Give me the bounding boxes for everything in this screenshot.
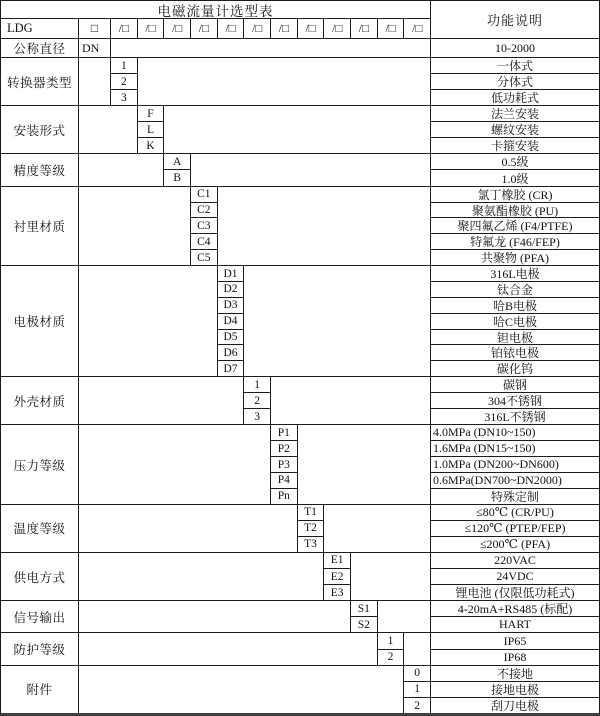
category-label: 安装形式 — [1, 106, 79, 153]
dn-label: 公称直径 — [1, 39, 79, 57]
code-cell: A — [164, 154, 190, 170]
code-column — [244, 377, 271, 424]
model-code-row — [1, 19, 430, 38]
model-code-box: /□ — [351, 19, 378, 38]
desc-column — [431, 106, 599, 153]
code-cell: 3 — [120, 91, 127, 104]
desc-cell: 钛合金 — [431, 282, 599, 298]
desc-cell: 特氟龙 (F46/FEP) — [431, 234, 599, 250]
model-code-box: /□ — [191, 19, 218, 38]
model-prefix-cell: LDG — [1, 19, 79, 38]
code-cell: D5 — [218, 330, 244, 346]
desc-cell: 锂电池 (仅限低功耗式) — [455, 586, 575, 601]
code-cell: 3 — [254, 410, 261, 423]
code-cell: D4 — [218, 314, 244, 330]
code-cell: C5 — [197, 251, 211, 264]
code-cell: 1 — [111, 58, 137, 74]
right-spacer — [271, 377, 431, 424]
code-cell: K — [146, 139, 155, 152]
category-label: 外壳材质 — [1, 377, 79, 424]
code-cell: T1 — [298, 505, 324, 521]
desc-cell: 低功耗式 — [490, 91, 539, 106]
dn-code-cell: DN — [79, 39, 111, 57]
desc-cell: 钽电极 — [431, 330, 599, 346]
right-spacer — [298, 425, 431, 504]
code-cell: D3 — [218, 298, 244, 314]
category-label: 压力等级 — [1, 425, 79, 504]
model-code-box: /□ — [298, 19, 325, 38]
dn-spacer — [111, 39, 431, 57]
desc-cell: 碳化钨 — [496, 362, 533, 377]
code-cell: B — [173, 172, 181, 185]
desc-cell: 1.6MPa (DN15~150) — [431, 441, 599, 457]
code-cell: T2 — [298, 521, 324, 537]
code-cell: 1 — [244, 377, 270, 393]
desc-cell: 铂铱电极 — [431, 345, 599, 361]
desc-cell: ≤80℃ (CR/PU) — [431, 505, 599, 521]
code-cell: D1 — [218, 266, 244, 282]
function-desc-header: 功能说明 — [486, 13, 543, 28]
code-cell: L — [138, 122, 164, 138]
code-cell: D7 — [223, 362, 238, 375]
desc-cell: 4-20mA+RS485 (标配) — [431, 601, 599, 617]
left-spacer — [79, 666, 404, 713]
desc-column — [431, 58, 599, 105]
desc-column — [431, 266, 599, 376]
dn-row — [1, 39, 599, 58]
code-cell: Pn — [277, 490, 290, 503]
desc-cell: 不接地 — [431, 666, 599, 682]
code-cell: 0 — [404, 666, 430, 682]
category-block-11 — [1, 633, 599, 665]
desc-cell: 特殊定制 — [490, 489, 539, 504]
code-cell: C3 — [191, 218, 217, 234]
code-column — [138, 106, 165, 153]
desc-cell: 316L电极 — [431, 266, 599, 282]
code-cell: P1 — [271, 425, 297, 441]
category-block-12 — [1, 666, 599, 713]
desc-cell: 刮刀电极 — [490, 699, 539, 714]
right-spacer — [191, 154, 431, 185]
model-code-box: /□ — [164, 19, 191, 38]
desc-column — [431, 601, 599, 632]
desc-cell: 304不锈钢 — [431, 393, 599, 409]
desc-column — [431, 377, 599, 424]
code-cell: F — [138, 106, 164, 122]
right-spacer — [351, 553, 431, 600]
code-column — [111, 58, 138, 105]
left-spacer — [79, 633, 378, 664]
category-label: 温度等级 — [1, 505, 79, 552]
desc-cell: 4.0MPa (DN10~150) — [431, 425, 599, 441]
right-spacer — [378, 601, 431, 632]
left-spacer — [79, 377, 244, 424]
desc-cell: 法兰安装 — [431, 106, 599, 122]
desc-cell: 共聚物 (PFA) — [480, 251, 550, 266]
code-cell: P4 — [271, 473, 297, 489]
code-cell: D6 — [218, 345, 244, 361]
category-block-7 — [1, 425, 599, 505]
code-cell: C4 — [191, 234, 217, 250]
desc-column — [431, 154, 599, 185]
left-spacer — [79, 601, 351, 632]
desc-cell: 0.5级 — [431, 154, 599, 170]
code-cell: E3 — [330, 586, 344, 599]
code-cell: 2 — [414, 699, 421, 712]
code-cell: 1 — [378, 633, 404, 649]
desc-cell: 接地电极 — [431, 682, 599, 698]
right-spacer — [218, 187, 431, 266]
code-column — [164, 154, 191, 185]
code-column — [191, 187, 218, 266]
model-code-box: /□ — [218, 19, 245, 38]
code-cell: C2 — [191, 203, 217, 219]
category-block-2 — [1, 106, 599, 154]
model-code-box: /□ — [324, 19, 351, 38]
code-column — [404, 666, 431, 713]
desc-cell: HART — [499, 617, 531, 632]
model-code-box: /□ — [271, 19, 298, 38]
code-cell: P2 — [271, 441, 297, 457]
code-cell: T3 — [304, 538, 317, 551]
desc-cell: 1.0MPa (DN200~DN600) — [431, 457, 599, 473]
desc-cell: 24VDC — [431, 569, 599, 585]
desc-column — [431, 633, 599, 664]
desc-cell: 哈C电极 — [431, 314, 599, 330]
category-label: 供电方式 — [1, 553, 79, 600]
category-label: 衬里材质 — [1, 187, 79, 266]
left-spacer — [79, 154, 164, 185]
model-first-box: □ — [79, 19, 111, 38]
category-label: 防护等级 — [1, 633, 79, 664]
left-spacer — [79, 187, 191, 266]
desc-cell: 一体式 — [431, 58, 599, 74]
desc-cell: IP68 — [503, 649, 527, 664]
desc-column — [431, 425, 599, 504]
category-block-6 — [1, 377, 599, 425]
code-cell: C1 — [191, 187, 217, 203]
desc-cell: 聚氨酯橡胶 (PU) — [431, 203, 599, 219]
table-title: 电磁流量计选型表 — [1, 1, 430, 19]
desc-cell: 碳钢 — [431, 377, 599, 393]
code-column — [218, 266, 245, 376]
model-code-box: /□ — [412, 22, 423, 35]
category-label: 转换器类型 — [1, 58, 79, 105]
right-spacer — [164, 106, 431, 153]
desc-column — [431, 666, 599, 713]
model-code-box: /□ — [244, 19, 271, 38]
category-block-9 — [1, 553, 599, 601]
desc-cell: 螺纹安装 — [431, 122, 599, 138]
category-block-10 — [1, 601, 599, 633]
code-cell: 1 — [404, 682, 430, 698]
code-column — [271, 425, 298, 504]
left-spacer — [79, 553, 324, 600]
right-spacer — [244, 266, 431, 376]
category-block-4 — [1, 187, 599, 267]
category-block-8 — [1, 505, 599, 553]
code-cell: S2 — [357, 618, 370, 631]
category-label: 电极材质 — [1, 266, 79, 376]
desc-cell: ≤200℃ (PFA) — [479, 536, 551, 551]
right-spacer — [138, 58, 431, 105]
category-label: 附件 — [1, 666, 79, 713]
desc-cell: 聚四氟乙烯 (F4/PTFE) — [431, 218, 599, 234]
code-cell: E1 — [324, 553, 350, 569]
code-cell: 2 — [387, 651, 394, 664]
model-code-box: /□ — [111, 19, 138, 38]
code-column — [378, 633, 405, 664]
code-cell: P3 — [271, 457, 297, 473]
desc-cell: 316L不锈钢 — [484, 410, 546, 425]
left-spacer — [79, 266, 218, 376]
table-header — [1, 1, 599, 39]
desc-cell: IP65 — [431, 633, 599, 649]
model-code-box: /□ — [378, 19, 405, 38]
desc-cell: 1.0级 — [501, 171, 529, 186]
desc-cell: 分体式 — [431, 74, 599, 90]
desc-cell: 卡箍安装 — [490, 139, 539, 154]
left-spacer — [79, 425, 271, 504]
code-cell: S1 — [351, 601, 377, 617]
left-spacer — [79, 106, 138, 153]
code-cell: 2 — [244, 393, 270, 409]
right-spacer — [404, 633, 431, 664]
left-spacer — [79, 505, 298, 552]
code-cell: E2 — [324, 569, 350, 585]
desc-cell: 氯丁橡胶 (CR) — [431, 187, 599, 203]
desc-cell: 哈B电极 — [431, 298, 599, 314]
category-label: 信号输出 — [1, 601, 79, 632]
category-block-3 — [1, 154, 599, 186]
left-spacer — [79, 58, 111, 105]
desc-column — [431, 553, 599, 600]
code-column — [298, 505, 325, 552]
code-column — [324, 553, 351, 600]
dn-desc-cell: 10-2000 — [495, 40, 535, 55]
desc-cell: ≤120℃ (PTEP/FEP) — [431, 521, 599, 537]
category-block-5 — [1, 266, 599, 377]
model-code-box: /□ — [138, 19, 165, 38]
code-column — [351, 601, 378, 632]
desc-cell: 0.6MPa(DN700~DN2000) — [431, 473, 599, 489]
code-cell: 2 — [111, 74, 137, 90]
desc-column — [431, 505, 599, 552]
code-cell: D2 — [218, 282, 244, 298]
desc-column — [431, 187, 599, 266]
category-block-1 — [1, 58, 599, 106]
desc-cell: 220VAC — [431, 553, 599, 569]
header-left — [1, 1, 431, 38]
right-spacer — [324, 505, 431, 552]
category-label: 精度等级 — [1, 154, 79, 185]
